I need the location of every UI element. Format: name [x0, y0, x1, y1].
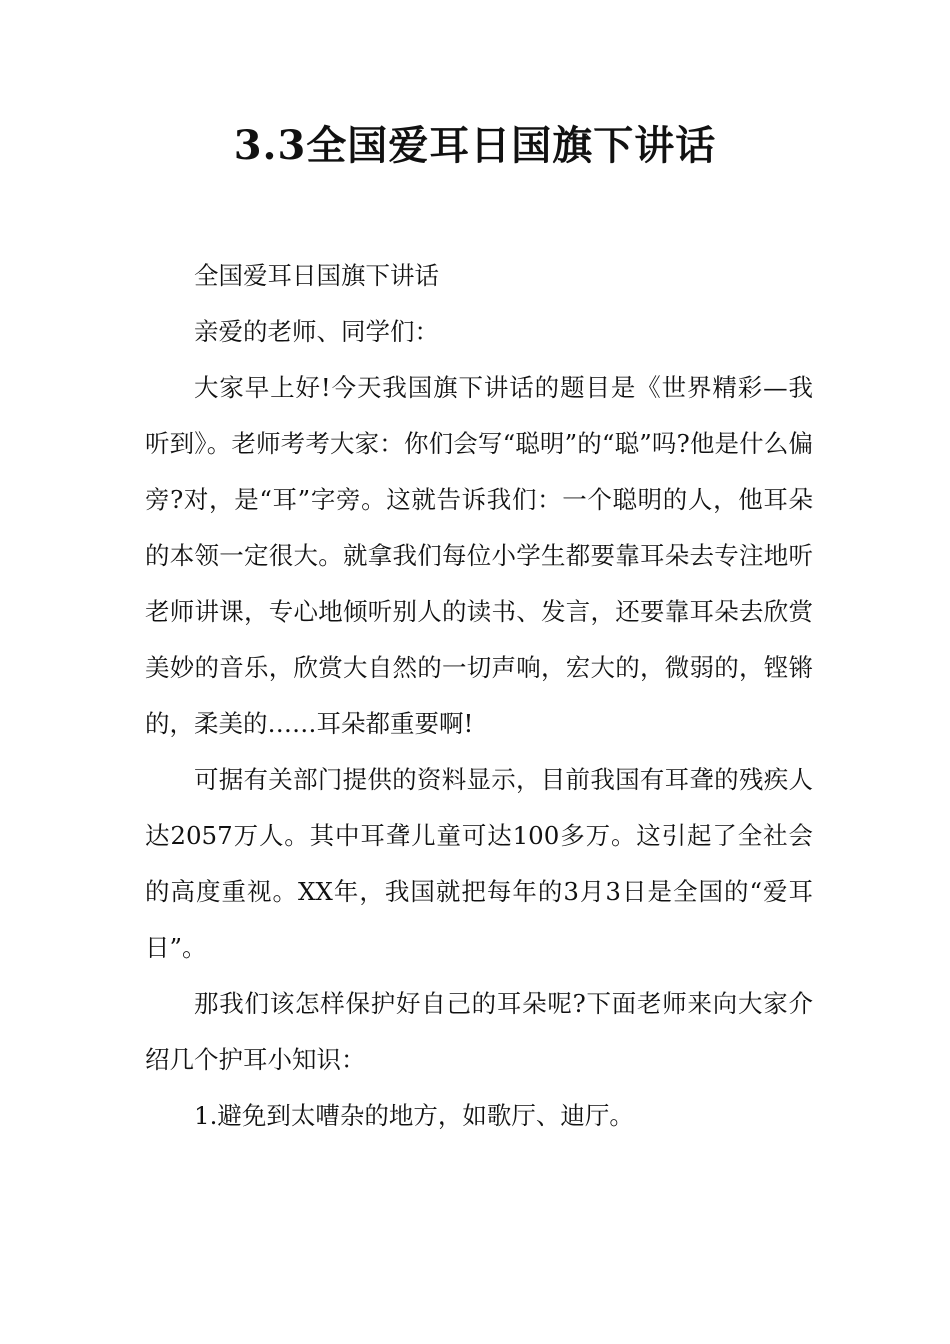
document-title: 3.3全国爱耳日国旗下讲话 — [233, 122, 717, 169]
paragraph-intro-tips: 那我们该怎样保护好自己的耳朵呢?下面老师来向大家介绍几个护耳小知识： — [145, 989, 813, 1074]
paragraph-greeting: 大家早上好!今天我国旗下讲话的题目是《世界精彩—我听到》。老师考考大家：你们会写“聪明”的“聪”吗?他是什么偏旁?对，是“耳”字旁。这就告诉我们：一个聪明的人，他耳朵的本领一定很大。就拿我们每位小学生都要靠耳朵去专注地听老师讲课，专心地倾听别人的读书、发言，还要靠耳朵去欣赏美妙的音乐，欣赏大自然的一切声响，宏大的，微弱的，铿锵的，柔美的……耳朵都重要啊! — [145, 373, 813, 738]
document-body — [145, 248, 813, 1144]
paragraph-tip-1: 1.避免到太嘈杂的地方，如歌厅、迪厅。 — [194, 1101, 634, 1130]
paragraph-heading: 全国爱耳日国旗下讲话 — [194, 261, 439, 290]
paragraph-statistics: 可据有关部门提供的资料显示，目前我国有耳聋的残疾人达2057万人。其中耳聋儿童可达100多万。这引起了全社会的高度重视。XX年，我国就把每年的3月3日是全国的“爱耳日”。 — [145, 765, 813, 962]
paragraph-salutation: 亲爱的老师、同学们： — [194, 317, 439, 346]
